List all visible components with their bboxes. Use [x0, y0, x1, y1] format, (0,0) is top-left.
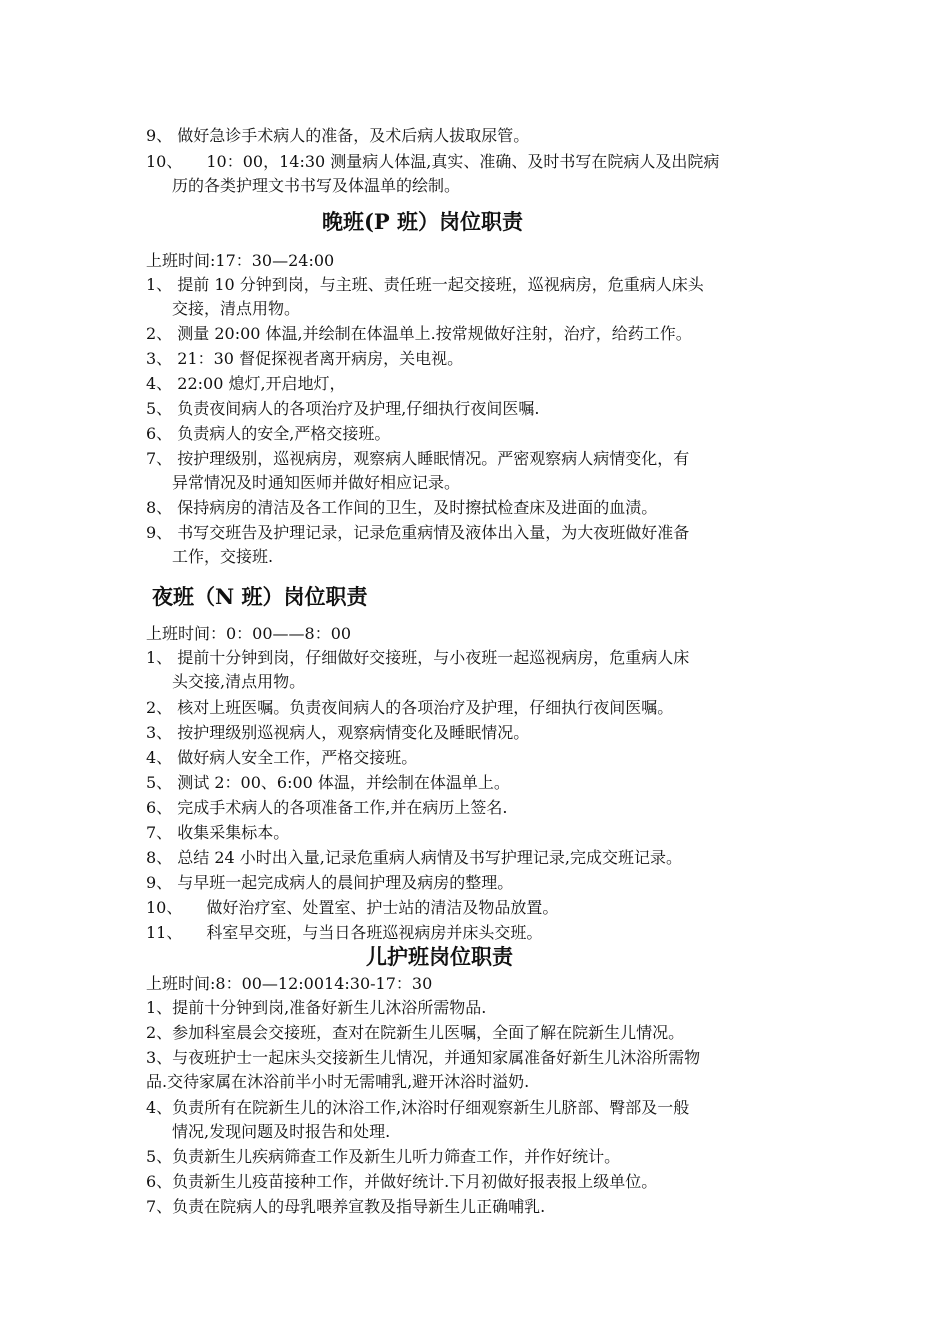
carry-item-10: 10、 10：00，14:30 测量病人体温,真实、准确、及时书写在院病人及出院病 — [146, 152, 720, 171]
infant-item: 2、参加科室晨会交接班，查对在院新生儿医嘱，全面了解在院新生儿情况。 — [146, 1023, 685, 1042]
night-item: 6、 完成手术病人的各项准备工作,并在病历上签名. — [146, 798, 508, 817]
night-shift-time: 上班时间：0：00——8：00 — [146, 624, 352, 643]
infant-item: 1、提前十分钟到岗,准备好新生儿沐浴所需物品. — [146, 998, 487, 1017]
night-item: 3、 按护理级别巡视病人，观察病情变化及睡眠情况。 — [146, 723, 530, 742]
night-item: 7、 收集采集标本。 — [146, 823, 290, 842]
infant-item: 3、与夜班护士一起床头交接新生儿情况，并通知家属准备好新生儿沐浴所需物 — [146, 1048, 701, 1067]
evening-item: 8、 保持病房的清洁及各工作间的卫生，及时擦拭检查床及进面的血渍。 — [146, 498, 658, 517]
infant-item: 5、负责新生儿疾病筛查工作及新生儿听力筛查工作，并作好统计。 — [146, 1147, 621, 1166]
carry-item-10-cont: 历的各类护理文书书写及体温单的绘制。 — [172, 176, 461, 195]
evening-item: 7、 按护理级别，巡视病房，观察病人睡眠情况。严密观察病人病情变化，有 — [146, 449, 690, 468]
evening-shift-time: 上班时间:17：30—24:00 — [146, 251, 335, 270]
evening-item: 9、 书写交班告及护理记录，记录危重病情及液体出入量，为大夜班做好准备 — [146, 523, 690, 542]
infant-item: 4、负责所有在院新生儿的沐浴工作,沐浴时仔细观察新生儿脐部、臀部及一般 — [146, 1098, 690, 1117]
evening-item-cont: 工作，交接班. — [172, 547, 274, 566]
night-item: 4、 做好病人安全工作，严格交接班。 — [146, 748, 418, 767]
night-item: 5、 测试 2：00、6:00 体温，并绘制在体温单上。 — [146, 773, 510, 792]
night-item: 2、 核对上班医嘱。负责夜间病人的各项治疗及护理，仔细执行夜间医嘱。 — [146, 698, 674, 717]
night-item: 9、 与早班一起完成病人的晨间护理及病房的整理。 — [146, 873, 514, 892]
infant-item-cont: 情况,发现问题及时报告和处理. — [172, 1122, 391, 1141]
night-item-cont: 头交接,清点用物。 — [172, 672, 306, 691]
evening-item: 4、 22:00 熄灯,开启地灯， — [146, 374, 346, 393]
evening-shift-title: 晚班(P 班）岗位职责 — [322, 209, 524, 234]
evening-item: 3、 21：30 督促探视者离开病房，关电视。 — [146, 349, 464, 368]
evening-item-cont: 异常情况及时通知医师并做好相应记录。 — [172, 473, 461, 492]
infant-shift-time: 上班时间:8：00—12:0014:30-17：30 — [146, 974, 433, 993]
infant-item-cont: 品.交待家属在沐浴前半小时无需哺乳,避开沐浴时溢奶. — [146, 1072, 530, 1091]
carry-item-9: 9、 做好急诊手术病人的准备，及术后病人拔取尿管。 — [146, 126, 530, 145]
infant-item: 6、负责新生儿疫苗接种工作，并做好统计.下月初做好报表报上级单位。 — [146, 1172, 658, 1191]
night-item: 1、 提前十分钟到岗，仔细做好交接班，与小夜班一起巡视病房，危重病人床 — [146, 648, 690, 667]
night-item: 8、 总结 24 小时出入量,记录危重病人病情及书写护理记录,完成交班记录。 — [146, 848, 682, 867]
evening-item: 1、 提前 10 分钟到岗，与主班、责任班一起交接班，巡视病房，危重病人床头 — [146, 275, 704, 294]
evening-item-cont: 交接，清点用物。 — [172, 299, 301, 318]
night-item: 11、 科室早交班，与当日各班巡视病房并床头交班。 — [146, 923, 543, 942]
evening-item: 6、 负责病人的安全,严格交接班。 — [146, 424, 391, 443]
evening-item: 5、 负责夜间病人的各项治疗及护理,仔细执行夜间医嘱. — [146, 399, 540, 418]
night-item: 10、 做好治疗室、处置室、护士站的清洁及物品放置。 — [146, 898, 559, 917]
evening-item: 2、 测量 20:00 体温,并绘制在体温单上.按常规做好注射，治疗，给药工作。 — [146, 324, 692, 343]
infant-item: 7、负责在院病人的母乳喂养宣教及指导新生儿正确哺乳. — [146, 1197, 546, 1216]
infant-shift-title: 儿护班岗位职责 — [366, 944, 513, 969]
night-shift-title: 夜班（N 班）岗位职责 — [152, 584, 368, 609]
